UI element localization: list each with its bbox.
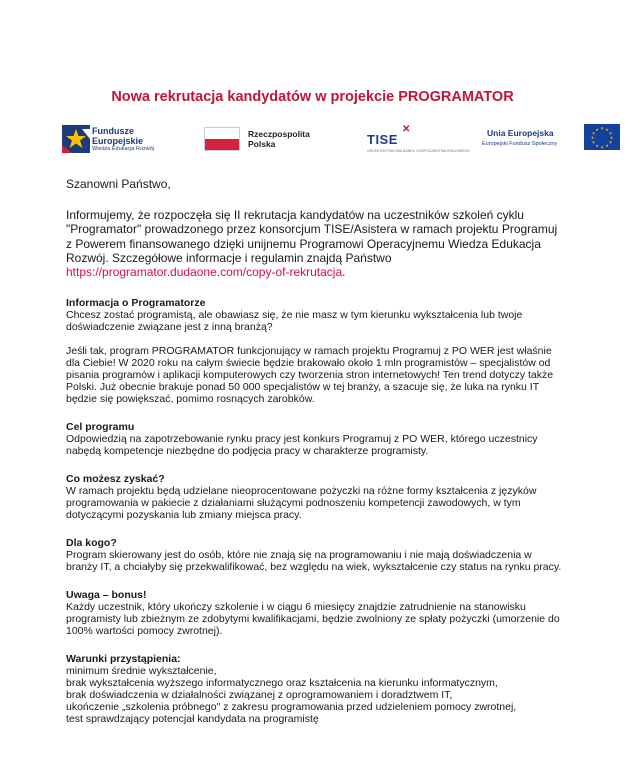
intro-end: . bbox=[342, 265, 346, 280]
section-dla-kogo bbox=[66, 537, 566, 573]
section-warunki bbox=[66, 653, 566, 725]
logo-bar bbox=[62, 122, 614, 160]
section-heading: Dla kogo? bbox=[66, 537, 117, 550]
svg-text:★: ★ bbox=[608, 130, 613, 136]
section-bonus bbox=[66, 589, 566, 637]
fundusze-europejskie-logo bbox=[62, 122, 182, 160]
ue-line2: Europejski Fundusz Społeczny bbox=[482, 141, 558, 147]
section-heading: Co możesz zyskać? bbox=[66, 473, 165, 486]
fe-line1: Fundusze bbox=[92, 126, 134, 136]
section-informacja bbox=[66, 297, 566, 405]
svg-text:★: ★ bbox=[595, 127, 599, 132]
svg-text:★: ★ bbox=[605, 127, 609, 132]
rp-line1: Rzeczpospolita bbox=[248, 129, 310, 139]
letter-body bbox=[66, 177, 566, 741]
tise-logo bbox=[367, 122, 470, 160]
list-item: brak wykształcenia wyższego informatycznego oraz kształcenia na kierunku informatycznym, bbox=[66, 677, 498, 690]
svg-text:★: ★ bbox=[595, 143, 599, 148]
section-paragraph: Program skierowany jest do osób, które nie znają się na programowaniu i nie mają doświadczenia w branży IT, a chciałyby się przekwalifikować, bez względu na wiek, wykształcenie czy status na rynku pracy. bbox=[66, 549, 562, 574]
page-title: Nowa rekrutacja kandydatów w projekcie PROGRAMATOR bbox=[111, 89, 514, 105]
svg-text:★: ★ bbox=[605, 143, 609, 148]
conditions-list bbox=[66, 665, 566, 725]
tise-mark-icon: ✕ bbox=[402, 124, 411, 135]
section-paragraph: Chcesz zostać programistą, ale obawiasz się, że nie masz w tym kierunku wykształcenia lub twoje doświadczenie związane jest z inną branżą? bbox=[66, 309, 523, 334]
eu-flag-icon bbox=[584, 124, 620, 150]
rekrutacja-link[interactable]: https://programator.dudaone.com/copy-of-rekrutacja bbox=[66, 265, 343, 280]
tise-name: TISE bbox=[367, 132, 398, 147]
section-heading: Warunki przystąpienia: bbox=[66, 653, 181, 666]
section-paragraph: Odpowiedzią na zapotrzebowanie rynku pracy jest konkurs Programuj z PO WER, którego uczestnicy nabędą kompetencje niezbędne do podjęcia pracy w charakterze programisty. bbox=[66, 433, 538, 458]
list-item: minimum średnie wykształcenie, bbox=[66, 665, 217, 678]
section-heading: Cel programu bbox=[66, 421, 135, 434]
unia-europejska-logo bbox=[482, 122, 612, 160]
svg-text:★: ★ bbox=[591, 130, 596, 136]
section-zyskac bbox=[66, 473, 566, 521]
list-item: test sprawdzający potencjał kandydata na programistę bbox=[66, 713, 319, 726]
svg-text:★: ★ bbox=[608, 139, 613, 145]
tise-subtitle: GRUPA KAPITAŁOWA BANKU GOSPODARSTWA KRAJOWEGO bbox=[367, 149, 470, 153]
greeting: Szanowni Państwo, bbox=[66, 177, 171, 191]
list-item: brak doświadczenia w działalności związanej z oprogramowaniem i doradztwem IT, bbox=[66, 689, 453, 702]
svg-text:★: ★ bbox=[591, 139, 596, 145]
section-heading: Informacja o Programatorze bbox=[66, 297, 206, 310]
fe-subtitle: Wiedza Edukacja Rozwój bbox=[92, 146, 155, 152]
section-heading: Uwaga – bonus! bbox=[66, 589, 147, 602]
intro-text: Informujemy, że rozpoczęła się II rekrutacja kandydatów na uczestników szkoleń cyklu "Programator" prowadzonego przez konsorcjum TISE/Asistera w ramach projektu Programuj z Powerem finansowanego dzięki unijnemu Programowi Operacyjnemu Wiedza Edukacja Rozwój. Szczegółowe informacje i regulamin znajdą Państwo bbox=[66, 208, 558, 265]
svg-text:★: ★ bbox=[600, 125, 604, 131]
section-paragraph: Każdy uczestnik, który ukończy szkolenie i w ciągu 6 miesięcy znajdzie zatrudnienie na stanowisku programisty lub zbieżnym ze zdobytymi kwalifikacjami, będzie zwolniony ze spłaty pożyczki (umorzenie do 100% wartości pomocy zwrotnej). bbox=[66, 601, 560, 638]
intro-paragraph bbox=[66, 208, 566, 279]
rp-line2: Polska bbox=[248, 139, 276, 149]
polish-flag-icon bbox=[204, 127, 240, 151]
fe-line2: Europejskie bbox=[92, 136, 144, 146]
fe-star-icon bbox=[62, 125, 90, 153]
svg-text:★: ★ bbox=[600, 144, 604, 150]
section-paragraph: W ramach projektu będą udzielane nieoprocentowane pożyczki na różne formy kształcenia z języków programowania w pakiecie z działaniami służącymi podnoszeniu kompetencji zawodowych, w tym dotyczącymi pozyskania lub zmiany miejsca pracy. bbox=[66, 485, 537, 522]
svg-text:★: ★ bbox=[609, 135, 614, 140]
section-paragraph: Jeśli tak, program PROGRAMATOR funkcjonujący w ramach projektu Programuj z PO WER jest właśnie dla Ciebie! W 2020 roku na całym świecie będzie brakowało około 1 mln programistów – specjalistów od pisania programów i aplikacji komputerowych czy tworzenia stron internetowych! Ten trend dotyczy także Polski. Już obecnie brakuje ponad 50 000 specjalistów w tej branży, a szacuje się, że luka na rynku IT będzie się powiększać, pomimo rosnących zarobków. bbox=[66, 345, 554, 406]
rzeczpospolita-logo bbox=[204, 122, 314, 160]
ue-line1: Unia Europejska bbox=[487, 128, 554, 138]
svg-text:★: ★ bbox=[590, 135, 595, 140]
section-cel bbox=[66, 421, 566, 457]
list-item: ukończenie „szkolenia próbnego" z zakresu programowania przed udzieleniem pomocy zwrotnej, bbox=[66, 701, 517, 714]
